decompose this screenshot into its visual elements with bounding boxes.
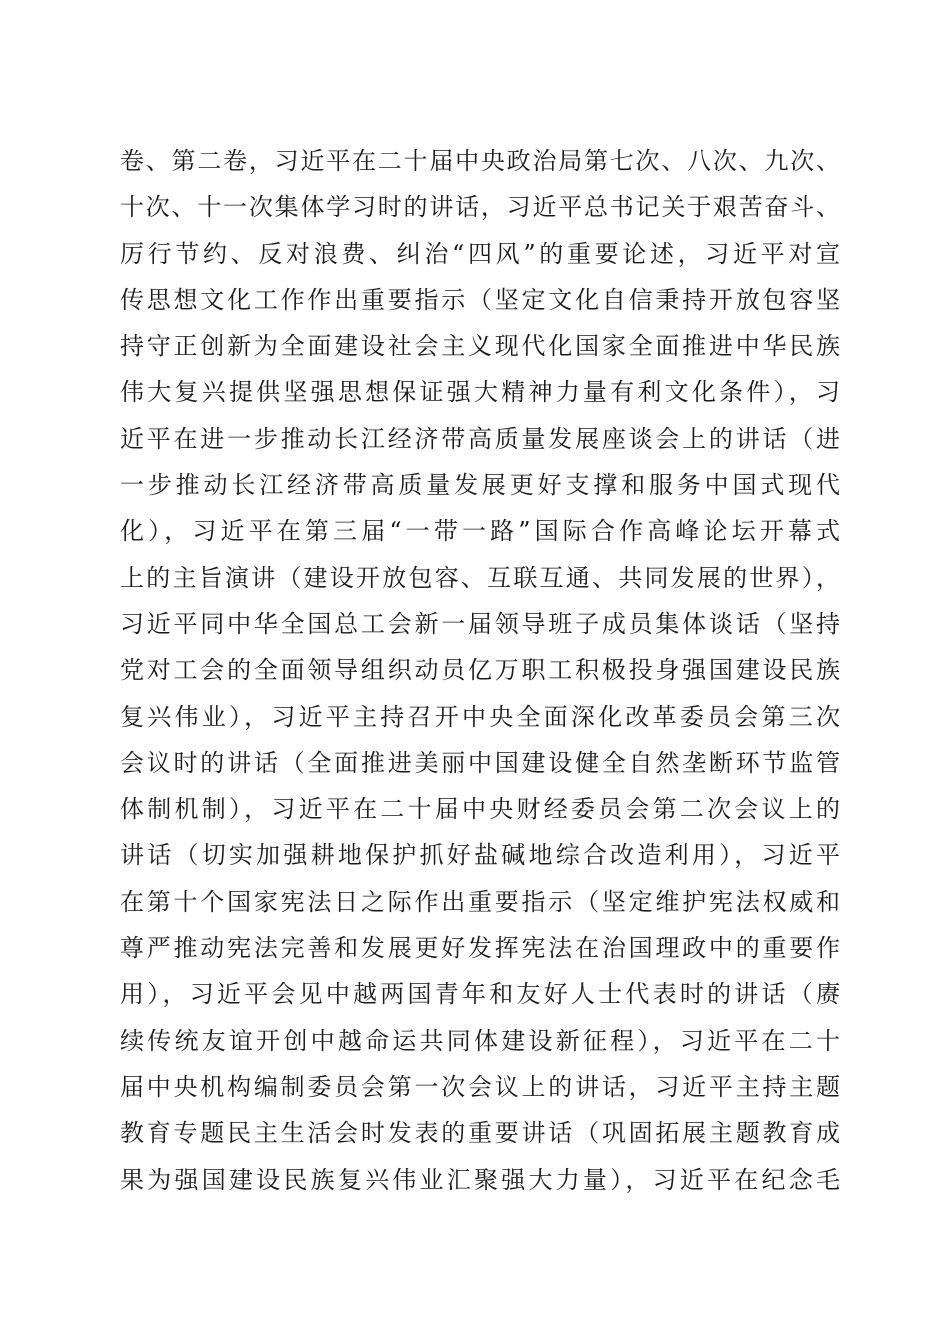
text-line: 近平在进一步推动长江经济带高质量发展座谈会上的讲话（进 [120,424,840,453]
text-line: 传思想文化工作作出重要指示（坚定文化自信秉持开放包容坚 [120,285,840,314]
text-line: 教育专题民主生活会时发表的重要讲话（巩固拓展主题教育成 [120,1119,840,1148]
text-line: 届中央机构编制委员会第一次会议上的讲话，习近平主持主题 [120,1072,840,1101]
text-line: 尊严推动宪法完善和发展更好发挥宪法在治国理政中的重要作 [120,934,840,963]
text-line: 化），习近平在第三届“一带一路”国际合作高峰论坛开幕式 [120,517,840,546]
text-line: 续传统友谊开创中越命运共同体建设新征程），习近平在二十 [120,1026,840,1055]
text-line: 一步推动长江经济带高质量发展更好支撑和服务中国式现代 [120,471,840,500]
text-line: 在第十个国家宪法日之际作出重要指示（坚定维护宪法权威和 [120,887,840,916]
text-line: 习近平同中华全国总工会新一届领导班子成员集体谈话（坚持 [120,609,840,638]
text-line: 会议时的讲话（全面推进美丽中国建设健全自然垄断环节监管 [120,748,840,777]
text-line: 复兴伟业），习近平主持召开中央全面深化改革委员会第三次 [120,702,840,731]
text-line: 厉行节约、反对浪费、纠治“四风”的重要论述，习近平对宣 [120,239,840,268]
body-text [120,138,840,1203]
text-line: 持守正创新为全面建设社会主义现代化国家全面推进中华民族 [120,332,840,361]
text-line: 讲话（切实加强耕地保护抓好盐碱地综合改造利用），习近平 [120,841,840,870]
text-line: 党对工会的全面领导组织动员亿万职工积极投身强国建设民族 [120,656,840,685]
text-line: 上的主旨演讲（建设开放包容、互联互通、共同发展的世界）， [120,563,840,592]
text-line: 用），习近平会见中越两国青年和友好人士代表时的讲话（赓 [120,980,840,1009]
text-line: 卷、第二卷，习近平在二十届中央政治局第七次、八次、九次、 [120,147,840,175]
text-line: 果为强国建设民族复兴伟业汇聚强大力量），习近平在纪念毛 [120,1165,840,1194]
text-line: 伟大复兴提供坚强思想保证强大精神力量有利文化条件），习 [120,378,840,407]
text-line: 体制机制），习近平在二十届中央财经委员会第二次会议上的 [120,795,840,824]
text-line: 十次、十一次集体学习时的讲话，习近平总书记关于艰苦奋斗、 [120,193,840,222]
